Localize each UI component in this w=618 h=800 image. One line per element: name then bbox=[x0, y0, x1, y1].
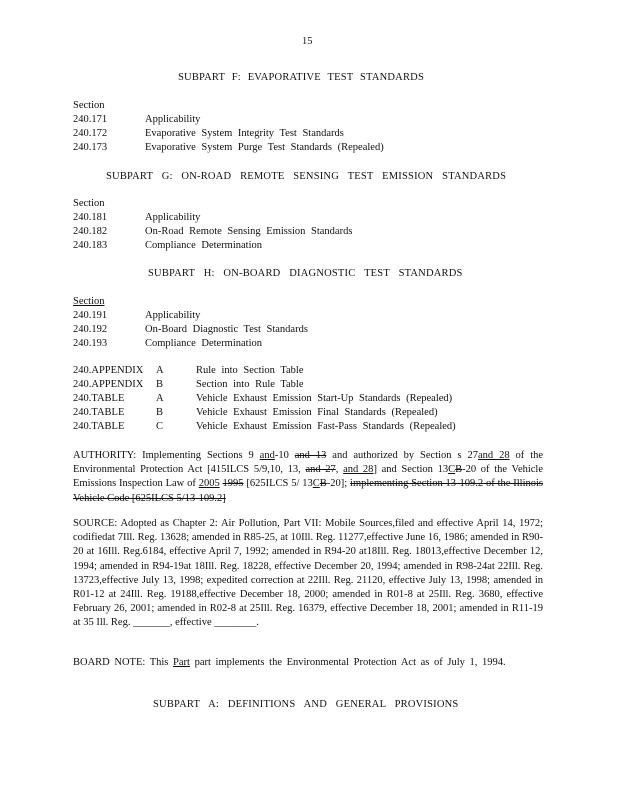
authority-insert: C bbox=[448, 464, 456, 476]
appendix-letter: C bbox=[156, 421, 164, 432]
appendix-row bbox=[73, 421, 456, 432]
authority-deletion: and 13 bbox=[294, 450, 327, 461]
appendix-row bbox=[73, 393, 452, 404]
authority-text: -10 bbox=[274, 450, 289, 461]
toc-title: Applicability bbox=[145, 310, 201, 321]
appendix-number: 240.TABLE bbox=[73, 393, 125, 404]
appendix-title: Vehicle Exhaust Emission Start-Up Standards (Repealed) bbox=[196, 393, 453, 404]
authority-insert: and 28 bbox=[478, 450, 510, 461]
appendix-title: Section into Rule Table bbox=[196, 379, 304, 390]
authority-text: of the Environmental Protection Act [415ILCS 5/9,10, 13, bbox=[73, 450, 544, 476]
toc-row bbox=[73, 338, 262, 349]
toc-number: 240.172 bbox=[73, 128, 108, 139]
authority-text: -20]; bbox=[326, 478, 348, 490]
appendix-row bbox=[73, 379, 304, 390]
board-note-insert: Part bbox=[173, 657, 190, 668]
board-note-text: part implements the Environmental Protection Act as of July 1, 1994. bbox=[194, 657, 506, 668]
appendix-row bbox=[73, 365, 304, 376]
subpart-g-section-label: Section bbox=[73, 198, 105, 209]
toc-title: On-Board Diagnostic Test Standards bbox=[145, 324, 308, 335]
toc-number: 240.192 bbox=[73, 324, 108, 335]
authority-insert: 2005 bbox=[198, 478, 220, 490]
source-text: . bbox=[256, 617, 259, 629]
toc-number: 240.173 bbox=[73, 142, 108, 153]
source-paragraph bbox=[73, 517, 543, 631]
page-number: 15 bbox=[302, 36, 313, 47]
appendix-title: Vehicle Exhaust Emission Fast-Pass Standards (Repealed) bbox=[196, 421, 456, 432]
toc-number: 240.183 bbox=[73, 240, 108, 251]
toc-number: 240.171 bbox=[73, 114, 108, 125]
authority-deletion: and 27 bbox=[305, 464, 336, 476]
authority-deletion: implementing Section 13-109.2 of the Illinois Vehicle Code [625ILCS 5/13-109.2] bbox=[73, 478, 543, 504]
subpart-f-heading: SUBPART F: EVAPORATIVE TEST STANDARDS bbox=[178, 72, 424, 83]
toc-title: Compliance Determination bbox=[145, 240, 263, 251]
toc-row bbox=[73, 324, 308, 335]
appendix-number: 240.TABLE bbox=[73, 407, 125, 418]
authority-deletion: B bbox=[319, 478, 327, 490]
authority-text: AUTHORITY: Implementing Sections 9 bbox=[73, 450, 254, 461]
toc-row bbox=[73, 240, 262, 251]
subpart-f-section-label: Section bbox=[73, 100, 105, 111]
toc-row bbox=[73, 226, 352, 237]
toc-number: 240.193 bbox=[73, 338, 108, 349]
authority-text: and authorized by Section s 27 bbox=[332, 450, 478, 461]
source-blank: ________ bbox=[214, 617, 257, 629]
toc-title: Evaporative System Integrity Test Standards bbox=[145, 128, 344, 139]
authority-insert: C bbox=[312, 478, 320, 490]
appendix-letter: A bbox=[156, 365, 164, 376]
authority-insert: and 28 bbox=[343, 464, 374, 476]
appendix-row bbox=[73, 407, 438, 418]
toc-number: 240.182 bbox=[73, 226, 108, 237]
authority-text: , bbox=[335, 464, 339, 476]
source-blank: _______ bbox=[133, 617, 170, 629]
appendix-number: 240.APPENDIX bbox=[73, 365, 144, 376]
authority-deletion: 1995 bbox=[222, 478, 244, 490]
subpart-a-heading: SUBPART A: DEFINITIONS AND GENERAL PROVISIONS bbox=[153, 699, 459, 710]
authority-text: [625ILCS 5/ 13 bbox=[246, 478, 313, 490]
toc-title: Compliance Determination bbox=[145, 338, 263, 349]
appendix-title: Vehicle Exhaust Emission Final Standards (Repealed) bbox=[196, 407, 438, 418]
subpart-g-heading: SUBPART G: ON-ROAD REMOTE SENSING TEST EMISSION STANDARDS bbox=[106, 171, 507, 182]
appendix-letter: B bbox=[156, 379, 164, 390]
appendix-title: Rule into Section Table bbox=[196, 365, 304, 376]
authority-paragraph bbox=[73, 449, 543, 506]
authority-text: ] and Section 13 bbox=[373, 464, 449, 476]
board-note bbox=[73, 657, 506, 668]
toc-title: Applicability bbox=[145, 212, 201, 223]
toc-row bbox=[73, 114, 200, 125]
toc-row bbox=[73, 310, 200, 321]
source-text: SOURCE: Adopted as Chapter 2: Air Pollution, Part VII: Mobile Sources,filed and effective April 14, 1972; codifiedat 7Ill. Reg. 13628; amended in R85-25, at 10Ill. Reg. 11277,effective June 16, 1986; amended in R90-20 at 16Ill. Reg.6184, effective April 7, 1992; amended in R94-20 at18Ill. Reg. 18013,effective December 12, 1994; amended in R94-19at 18Ill. Reg. 18228, effective December 20, 1994; amended in R98-24at 22Ill. Reg. 13723,effective July 13, 1998; expedited correction at 22Ill. Reg. 21120, effective July 13, 1998; amended in R01-12 at 24Ill. Reg. 19188,effective December 18, 2000; amended in R01-8 at 25Ill. Reg. 3680, effective February 26, 2001; amended in R02-8 at 25Ill. Reg. 16379, effective December 18, 2001; amended in R11-19 at 35 Ill. Reg. bbox=[73, 518, 543, 629]
authority-insert: and bbox=[259, 450, 275, 461]
toc-title: On-Road Remote Sensing Emission Standards bbox=[145, 226, 353, 237]
subpart-h-section-label: Section bbox=[73, 296, 105, 307]
toc-title: Applicability bbox=[145, 114, 201, 125]
toc-title: Evaporative System Purge Test Standards (Repealed) bbox=[145, 142, 384, 153]
subpart-h-heading: SUBPART H: ON-BOARD DIAGNOSTIC TEST STANDARDS bbox=[148, 268, 463, 279]
authority-text: -20 of the Vehicle Emissions Inspection Law of bbox=[73, 464, 544, 490]
appendix-letter: B bbox=[156, 407, 164, 418]
appendix-letter: A bbox=[156, 393, 164, 404]
toc-row bbox=[73, 212, 200, 223]
authority-deletion: B bbox=[455, 464, 463, 476]
appendix-number: 240.APPENDIX bbox=[73, 379, 144, 390]
board-note-text: BOARD NOTE: This bbox=[73, 657, 169, 668]
appendix-number: 240.TABLE bbox=[73, 421, 125, 432]
toc-row bbox=[73, 128, 344, 139]
toc-number: 240.191 bbox=[73, 310, 108, 321]
toc-number: 240.181 bbox=[73, 212, 108, 223]
source-text: , effective bbox=[169, 617, 212, 629]
toc-row bbox=[73, 142, 384, 153]
